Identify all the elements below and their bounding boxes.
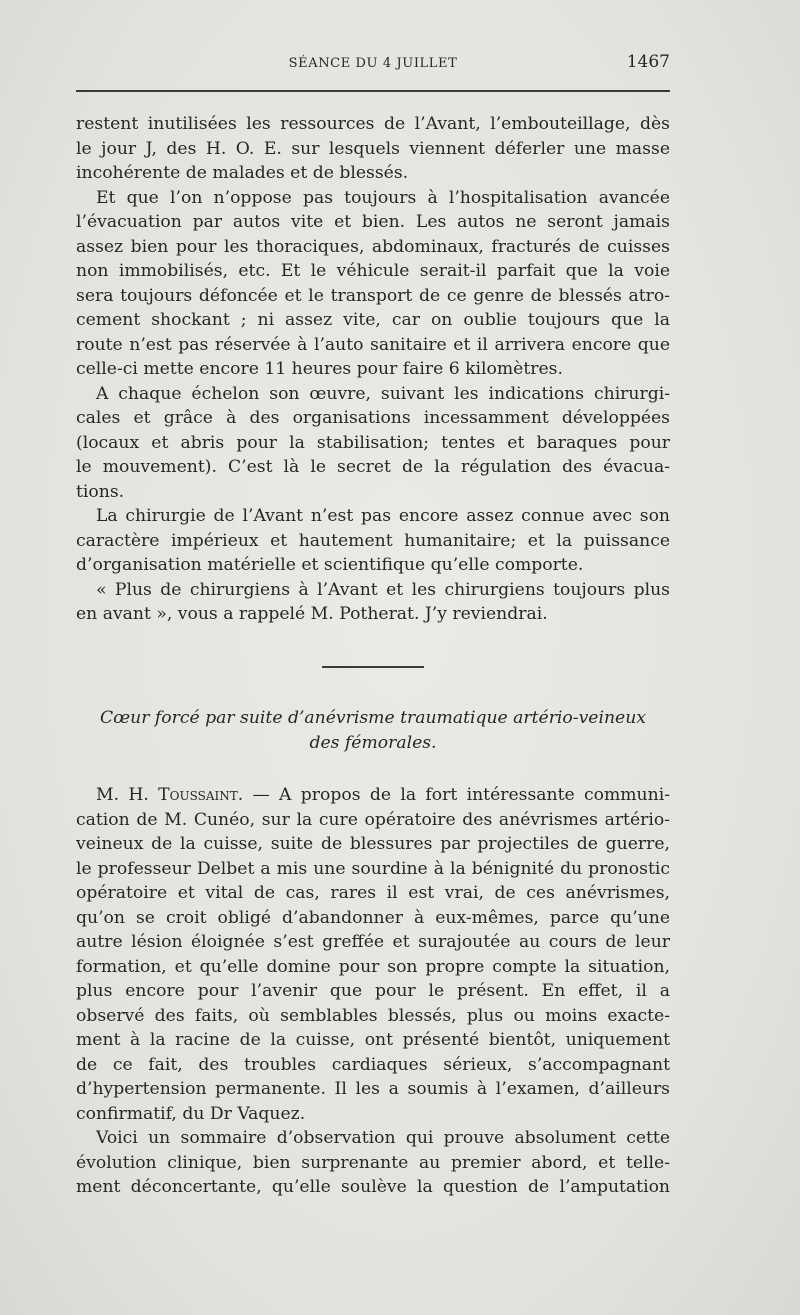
text-line: veineux de la cuisse, suite de blessures par projectiles de guerre, (76, 834, 670, 854)
text-line: l’évacuation par autos vite et bien. Les autos ne seront jamais (76, 212, 670, 232)
text-line: incohérente de malades et de blessés. (76, 163, 409, 183)
text-line: sera toujours défoncée et le transport de ce genre de blessés atro- (76, 285, 670, 306)
section-1-body (76, 112, 670, 627)
text-line: confirmatif, du Dr Vaquez. (76, 1103, 306, 1124)
text-line: de ce fait, des troubles cardiaques sérieux, s’accompagnant (76, 1054, 670, 1075)
text-line: « Plus de chirurgiens à l’Avant et les chirurgiens toujours plus (96, 579, 670, 600)
page-number: 1467 (626, 52, 670, 72)
text-line: Et que l’on n’oppose pas toujours à l’hospitalisation avancée (96, 187, 670, 208)
header-rule (76, 90, 670, 92)
text-line: La chirurgie de l’Avant n’est pas encore assez connue avec son (96, 506, 670, 526)
text-line: (locaux et abris pour la stabilisation; tentes et baraques pour (76, 432, 670, 453)
text-line: d’organisation matérielle et scientifique qu’elle comporte. (76, 555, 584, 575)
text-line: ment à la racine de la cuisse, ont présenté bientôt, uniquement (76, 1030, 670, 1050)
text-line: ment déconcertante, qu’elle soulève la question de l’amputation (76, 1177, 670, 1197)
text-line: cales et grâce à des organisations incessamment développées (76, 408, 670, 428)
text-line: en avant », vous a rappelé M. Potherat. J’y reviendrai. (76, 604, 548, 624)
text-line: caractère impérieux et hautement humanitaire; et la puissance (76, 530, 670, 551)
section-separator-rule (322, 666, 424, 668)
text-line: Voici un sommaire d’observation qui prouve absolument cette (96, 1128, 670, 1148)
text-line: le mouvement). C’est là le secret de la régulation des évacua- (76, 457, 670, 477)
text-line: plus encore pour l’avenir que pour le présent. En effet, il a (76, 981, 670, 1001)
text-line: tions. (76, 481, 125, 502)
text-line: non immobilisés, etc. Et le véhicule serait-il parfait que la voie (76, 261, 670, 281)
page-header (76, 52, 670, 82)
section-2-body (76, 783, 670, 1200)
text-line (76, 783, 670, 808)
running-title: SÉANCE DU 4 JUILLET (288, 56, 458, 71)
text-line: assez bien pour les thoraciques, abdominaux, fracturés de cuisses (76, 236, 670, 257)
text-line: le professeur Delbet a mis une sourdine à la bénignité du pronostic (76, 858, 670, 879)
text-line: opératoire et vital de cas, rares il est vrai, de ces anévrismes, (76, 883, 670, 903)
text-line: restent inutilisées les ressources de l’Avant, l’embouteillage, dès (76, 114, 670, 134)
text-line: formation, et qu’elle domine pour son propre compte la situation, (76, 956, 670, 977)
text-line: A chaque échelon son œuvre, suivant les indications chirurgi- (96, 383, 670, 404)
first-line-text: — A propos de la fort intéressante communi- (243, 785, 671, 805)
article-title (76, 706, 670, 755)
text-line: cement shockant ; ni assez vite, car on oublie toujours que la (76, 310, 670, 330)
speaker-name: M. H. Toussaint. (96, 785, 244, 805)
text-line: route n’est pas réservée à l’auto sanitaire et il arrivera encore que (76, 334, 670, 355)
text-line: d’hypertension permanente. Il les a soumis à l’examen, d’ailleurs (76, 1079, 670, 1099)
text-line: cation de M. Cunéo, sur la cure opératoire des anévrismes artério- (76, 809, 670, 830)
text-line: qu’on se croit obligé d’abandonner à eux-mêmes, parce qu’une (76, 907, 670, 928)
text-line: le jour J, des H. O. E. sur lesquels viennent déferler une masse (76, 138, 670, 159)
text-line: observé des faits, où semblables blessés, plus ou moins exacte- (76, 1005, 670, 1026)
article-title-line: des fémorales. (309, 732, 437, 753)
text-line: autre lésion éloignée s’est greffée et surajoutée au cours de leur (76, 932, 670, 952)
text-line: évolution clinique, bien surprenante au premier abord, et telle- (76, 1152, 670, 1173)
text-line: celle-ci mette encore 11 heures pour faire 6 kilomètres. (76, 359, 563, 379)
article-title-line: Cœur forcé par suite d’anévrisme traumatique artério-veineux (100, 708, 646, 728)
